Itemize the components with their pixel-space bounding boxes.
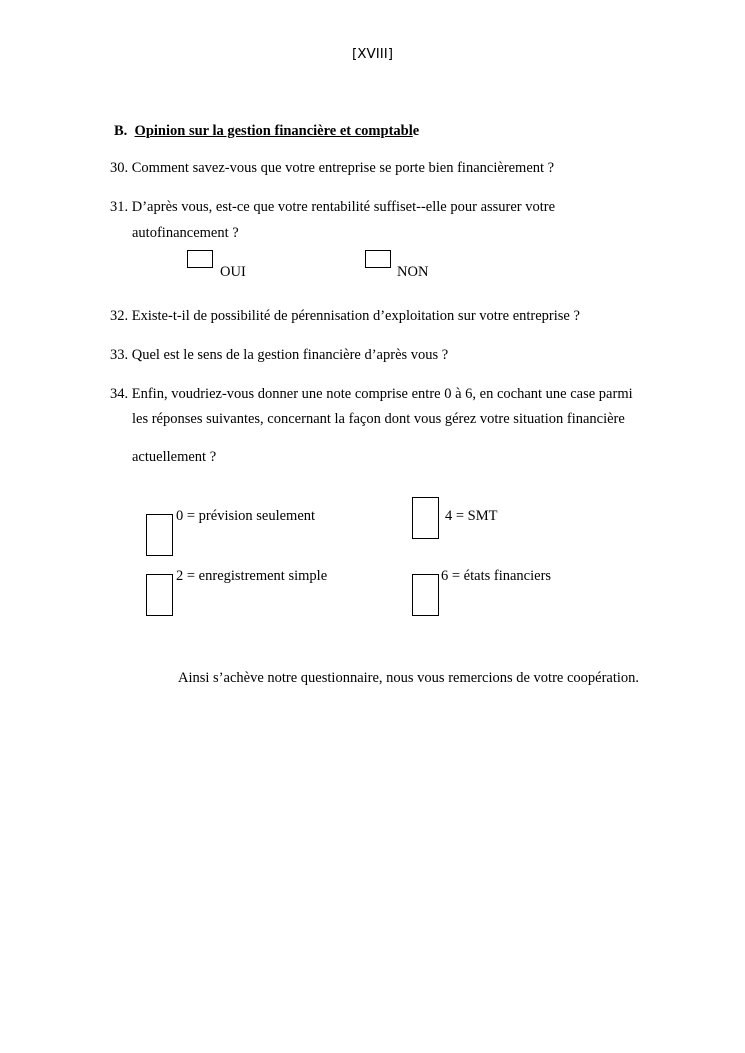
non-checkbox[interactable] <box>365 250 391 268</box>
question-number: 31. <box>110 199 129 215</box>
question-34-line-3: actuellement ? <box>132 449 217 465</box>
page-number: [XVIII] <box>352 46 393 62</box>
question-number: 34. <box>110 386 129 402</box>
question-33 <box>110 347 448 364</box>
oui-label: OUI <box>220 264 246 280</box>
option-2-checkbox[interactable] <box>146 574 173 616</box>
question-number: 32. <box>110 308 129 324</box>
question-text: Comment savez-vous que votre entreprise se porte bien financièrement ? <box>131 160 555 176</box>
option-4-checkbox[interactable] <box>412 497 439 539</box>
non-label: NON <box>397 264 429 280</box>
option-4-label: 4 = SMT <box>445 508 498 524</box>
closing-text: Ainsi s’achève notre questionnaire, nous vous remercions de votre coopération. <box>178 670 640 686</box>
option-6-checkbox[interactable] <box>412 574 439 616</box>
question-number: 30. <box>110 160 129 176</box>
question-number: 33. <box>110 347 129 363</box>
option-0-label: 0 = prévision seulement <box>176 508 316 524</box>
question-30 <box>110 160 554 177</box>
option-2-label: 2 = enregistrement simple <box>176 568 328 584</box>
question-34-line-2: les réponses suivantes, concernant la façon dont vous gérez votre situation financière <box>132 411 625 427</box>
section-title <box>114 123 419 140</box>
option-0-checkbox[interactable] <box>146 514 173 556</box>
section-letter: B. <box>114 123 128 139</box>
option-6-label: 6 = états financiers <box>441 568 552 584</box>
question-text: D’après vous, est-ce que votre rentabilité suffiset--elle pour assurer votre <box>131 199 556 215</box>
question-text: Quel est le sens de la gestion financière d’après vous ? <box>131 347 449 363</box>
section-title-tail: e <box>412 123 420 139</box>
question-text: Existe-t-il de possibilité de pérennisation d’exploitation sur votre entreprise ? <box>131 308 580 324</box>
question-32 <box>110 308 580 325</box>
question-31-line-2: autofinancement ? <box>132 225 239 241</box>
section-title-underlined: Opinion sur la gestion financière et comptabl <box>134 123 413 139</box>
question-31 <box>110 199 555 216</box>
question-34 <box>110 386 633 403</box>
question-text: Enfin, voudriez-vous donner une note comprise entre 0 à 6, en cochant une case parmi <box>131 386 633 402</box>
oui-checkbox[interactable] <box>187 250 213 268</box>
